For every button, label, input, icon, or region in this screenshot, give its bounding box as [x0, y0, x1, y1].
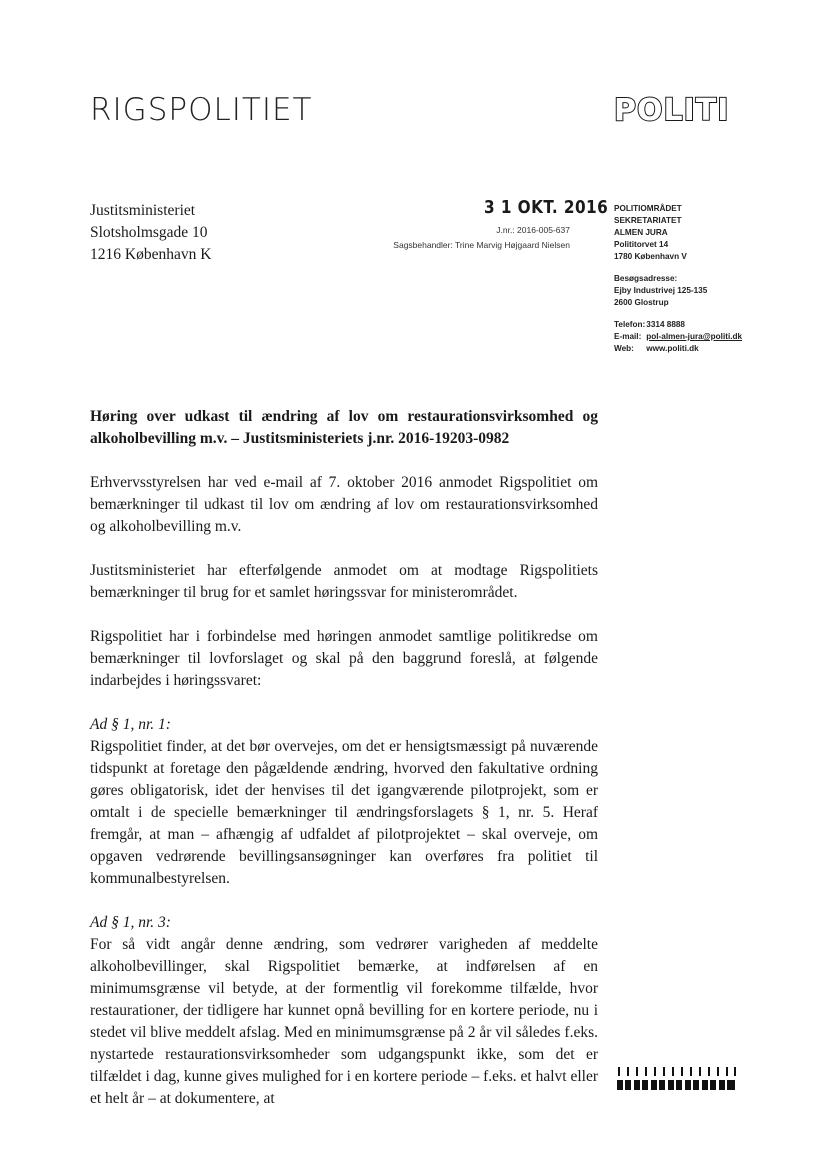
section-heading: Ad § 1, nr. 3: [90, 914, 171, 931]
recipient-address [90, 200, 211, 266]
barcode-top-marks [618, 1067, 736, 1076]
section-body: For så vidt angår denne ændring, som vedrører varigheden af meddelte alkoholbevillinger, skal Rigspolitiet bemærke, at indførelsen af en minimumsgrænse vil betyde, at der formentlig vil forekomme tilfælde, hvor restaurationer, der tidligere har kunnet opnå bevilling for en kortere periode, nu i stedet vil blive meddelt afslag. Med en minimumsgrænse på 2 år vil således f.eks. nystartede restaurationsvirksomheder som udgangspunkt ikke, som det er tilfældet i dag, kunne gives mulighed for i en kortere periode – f.eks. et halvt eller et helt år – at dokumentere, at [90, 936, 598, 1107]
office-address [614, 203, 742, 263]
phone-label: Telefon: [614, 320, 646, 329]
web-row [614, 343, 742, 355]
organization-title: RIGSPOLITIET [90, 92, 313, 128]
office-line: Polititorvet 14 [614, 240, 669, 249]
section-body: Rigspolitiet finder, at det bør overvejes, om det er hensigtsmæssigt på nuværende tidspunkt at foretage den pågældende ændring, hvorved den fakultative ordning gøres obligatorisk, idet der henvises til det igangværende pilotprojekt, som er omtalt i de specielle bemærkninger til ændringsforslagets § 1, nr. 5. Heraf fremgår, at man – afhængig af udfaldet af pilotprojektet – skal overveje, om opgaven vedrørende bevillingsansøgninger kan overføres fra politiet til kommunalbestyrelsen. [90, 738, 598, 887]
office-line: ALMEN JURA [614, 228, 668, 237]
office-line: 1780 København V [614, 252, 687, 261]
recipient-line: Justitsministeriet [90, 202, 196, 219]
subject-line: Høring over udkast til ændring af lov om restaurationsvirksomhed og alkoholbevilling m.v. – Justitsministeriets j.nr. 2016-19203-0982 [90, 408, 598, 447]
web-label: Web: [614, 344, 634, 353]
barcode-icon [617, 1067, 737, 1093]
email-row [614, 331, 742, 343]
case-handler: Sagsbehandler: Trine Marvig Højgaard Nielsen [393, 240, 570, 250]
office-line: SEKRETARIATET [614, 216, 682, 225]
phone-value: 3314 8888 [646, 320, 685, 329]
section-heading: Ad § 1, nr. 1: [90, 716, 171, 733]
visit-line: Ejby Industrivej 125-135 [614, 286, 708, 295]
email-label: E-mail: [614, 332, 642, 341]
barcode-bottom-marks [617, 1080, 735, 1090]
web-link[interactable]: www.politi.dk [646, 344, 699, 353]
visit-address [614, 273, 742, 309]
sender-info [614, 203, 742, 365]
office-line: POLITIOMRÅDET [614, 204, 682, 213]
paragraph: Rigspolitiet har i forbindelse med høringen anmodet samtlige politikredse om bemærkninger til lovforslaget og skal på den baggrund foreslå, at følgende indarbejdes i høringssvaret: [90, 628, 598, 689]
email-link[interactable]: pol-almen-jura@politi.dk [646, 332, 743, 341]
date-stamp: 3 1 OKT. 2016 [484, 197, 609, 218]
letter-body [90, 406, 598, 1132]
journal-number: J.nr.: 2016-005-637 [496, 225, 570, 235]
paragraph: Justitsministeriet har efterfølgende anmodet om at modtage Rigspolitiets bemærkninger til brug for et samlet høringssvar for ministerområdet. [90, 562, 598, 601]
paragraph: Erhvervsstyrelsen har ved e-mail af 7. oktober 2016 anmodet Rigspolitiet om bemærkninger til udkast til lov om ændring af lov om restaurationsvirksomhed og alkoholbevilling m.v. [90, 474, 598, 535]
visit-line: 2600 Glostrup [614, 298, 669, 307]
recipient-line: Slotsholmsgade 10 [90, 224, 208, 241]
phone-row [614, 319, 742, 331]
politi-logo: POLITI [614, 93, 730, 128]
visit-label: Besøgsadresse: [614, 274, 678, 283]
contact-info [614, 319, 742, 355]
recipient-line: 1216 København K [90, 246, 212, 263]
